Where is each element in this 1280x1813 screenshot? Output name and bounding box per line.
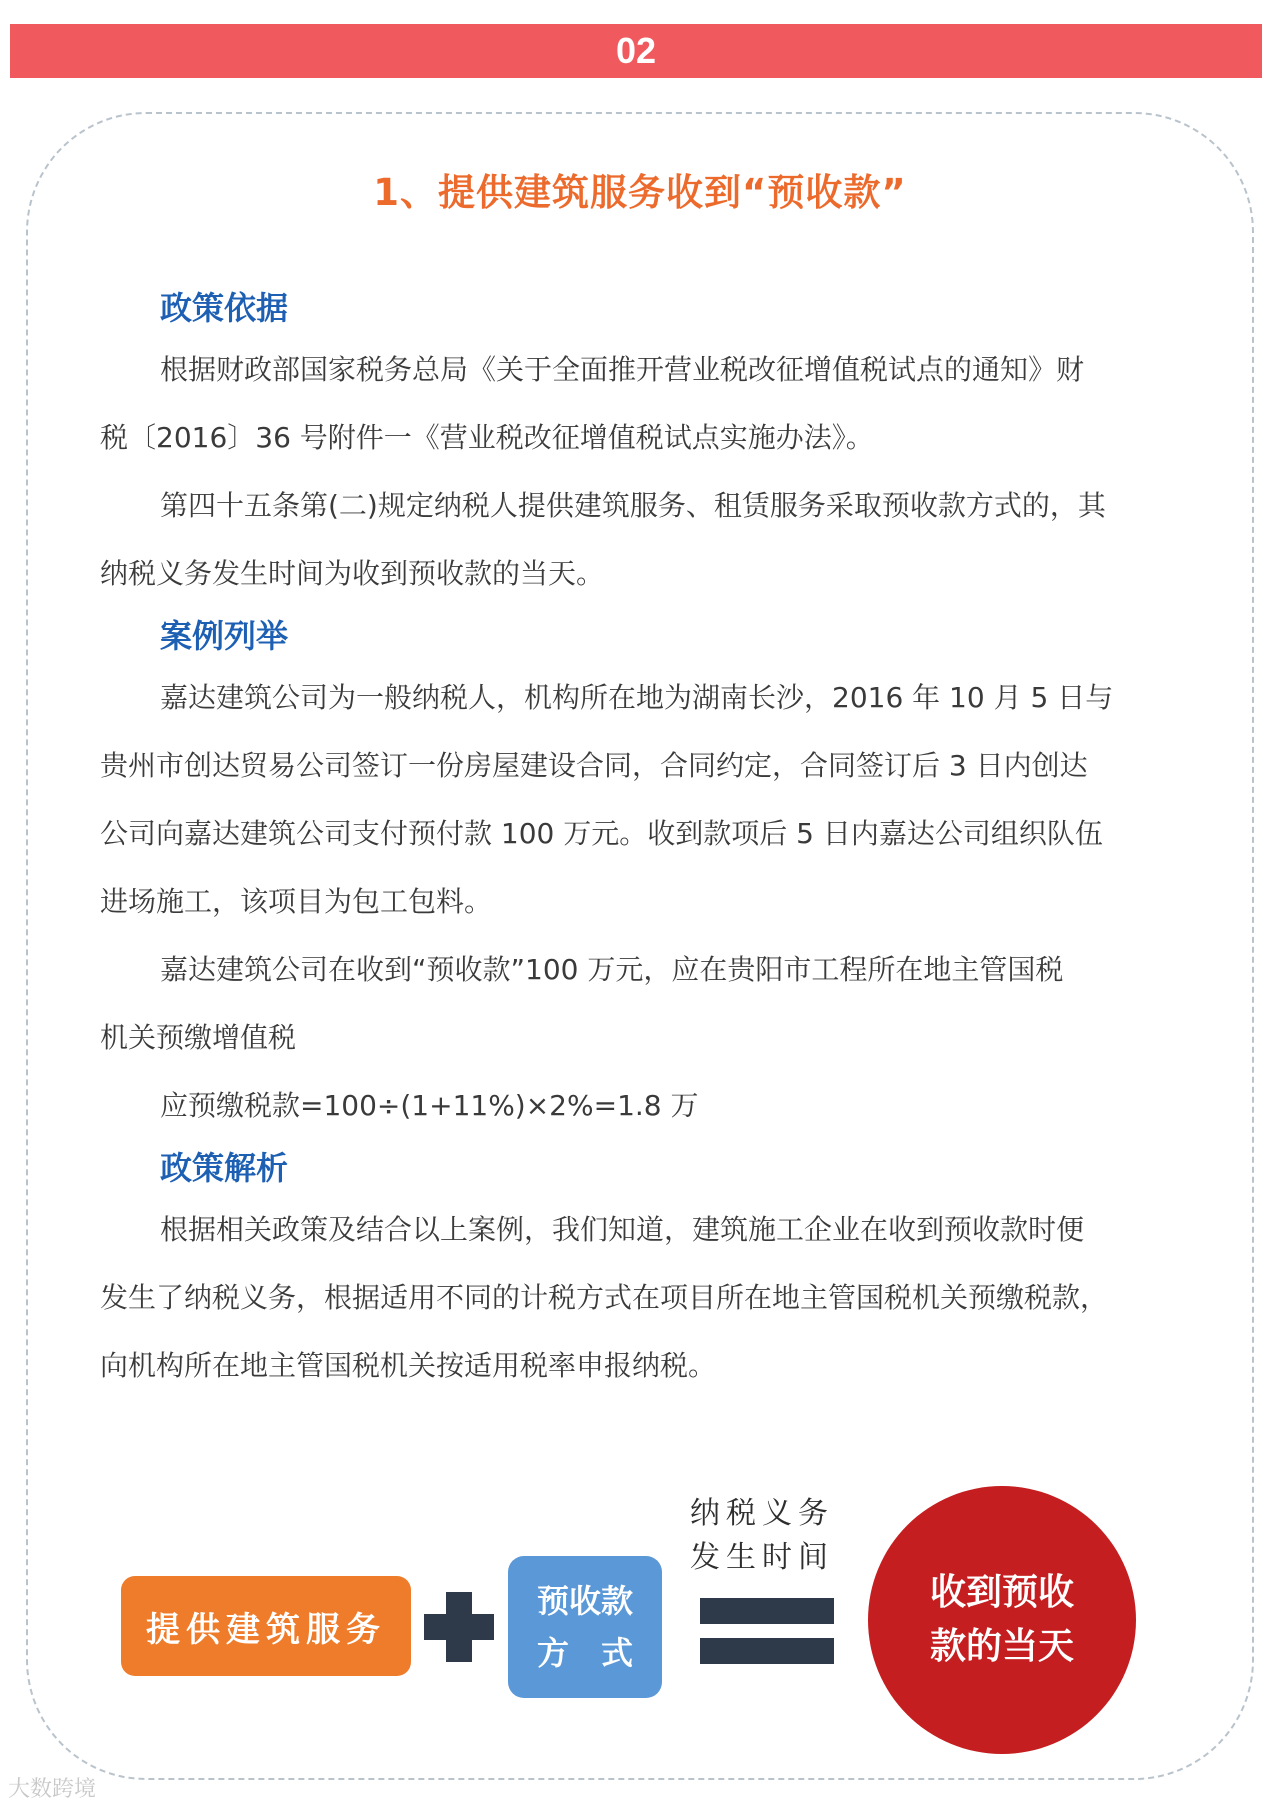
plus-icon-vertical (446, 1592, 472, 1662)
paragraph (100, 1196, 1190, 1264)
method-box (508, 1556, 662, 1698)
formula-text: 应预缴税款=100÷(1+11%)×2%=1.8 万 (160, 1089, 699, 1122)
heading-policy-basis: 政策依据 (160, 289, 289, 327)
paragraph (100, 540, 1190, 608)
service-box (121, 1576, 411, 1676)
heading-analysis: 政策解析 (160, 1149, 289, 1187)
paragraph (100, 404, 1190, 472)
text-line: 进场施工，该项目为包工包料。 (100, 885, 493, 918)
heading-case: 案例列举 (160, 617, 289, 655)
paragraph (100, 1264, 1190, 1332)
text-line: 向机构所在地主管国税机关按适用税率申报纳税。 (100, 1349, 717, 1382)
result-line1: 收到预收 (929, 1572, 1074, 1613)
paragraph (100, 868, 1190, 936)
text-line: 发生了纳税义务，根据适用不同的计税方式在项目所在地主管国税机关预缴税款， (100, 1281, 1109, 1314)
result-circle (868, 1486, 1136, 1754)
paragraph (100, 800, 1190, 868)
text-line: 公司向嘉达建筑公司支付预付款 100 万元。收到款项后 5 日内嘉达公司组织队伍 (100, 817, 1103, 850)
method-line2: 方 式 (536, 1634, 633, 1672)
result-line2: 款的当天 (929, 1626, 1074, 1667)
watermark-text: 大数跨境 (8, 1776, 97, 1801)
paragraph (100, 336, 1190, 404)
equals-icon-lower (700, 1638, 834, 1664)
paragraph (100, 472, 1190, 540)
equation-diagram (0, 1480, 1280, 1800)
text-line: 嘉达建筑公司在收到“预收款”100 万元，应在贵阳市工程所在地主管国税 (160, 953, 1064, 986)
paragraph (100, 936, 1190, 1004)
text-line: 根据财政部国家税务总局《关于全面推开营业税改征增值税试点的通知》财 (160, 353, 1085, 386)
header-bar (10, 24, 1262, 78)
text-line: 税〔2016〕36 号附件一《营业税改征增值税试点实施办法》。 (100, 421, 874, 454)
watermark (8, 1772, 96, 1803)
method-line1: 预收款 (536, 1582, 633, 1620)
text-line: 机关预缴增值税 (100, 1021, 297, 1054)
equals-label-line1: 纳税义务 (690, 1496, 834, 1531)
equals-label-line2: 发生时间 (690, 1540, 834, 1575)
header-number: 02 (615, 30, 657, 71)
article-body (100, 280, 1190, 1400)
text-line: 第四十五条第(二)规定纳税人提供建筑服务、租赁服务采取预收款方式的，其 (160, 489, 1106, 522)
text-line: 纳税义务发生时间为收到预收款的当天。 (100, 557, 605, 590)
text-line: 嘉达建筑公司为一般纳税人，机构所在地为湖南长沙，2016 年 10 月 5 日与 (160, 681, 1114, 714)
paragraph (100, 1332, 1190, 1400)
paragraph (100, 1004, 1190, 1072)
equals-icon (700, 1598, 834, 1624)
section-title: 1、提供建筑服务收到“预收款” (373, 171, 907, 214)
text-line: 贵州市创达贸易公司签订一份房屋建设合同，合同约定，合同签订后 3 日内创达 (100, 749, 1088, 782)
formula (100, 1072, 1190, 1140)
service-label: 提供建筑服务 (146, 1609, 386, 1650)
paragraph (100, 732, 1190, 800)
paragraph (100, 664, 1190, 732)
text-line: 根据相关政策及结合以上案例，我们知道，建筑施工企业在收到预收款时便 (160, 1213, 1085, 1246)
equals-label (690, 1492, 850, 1580)
